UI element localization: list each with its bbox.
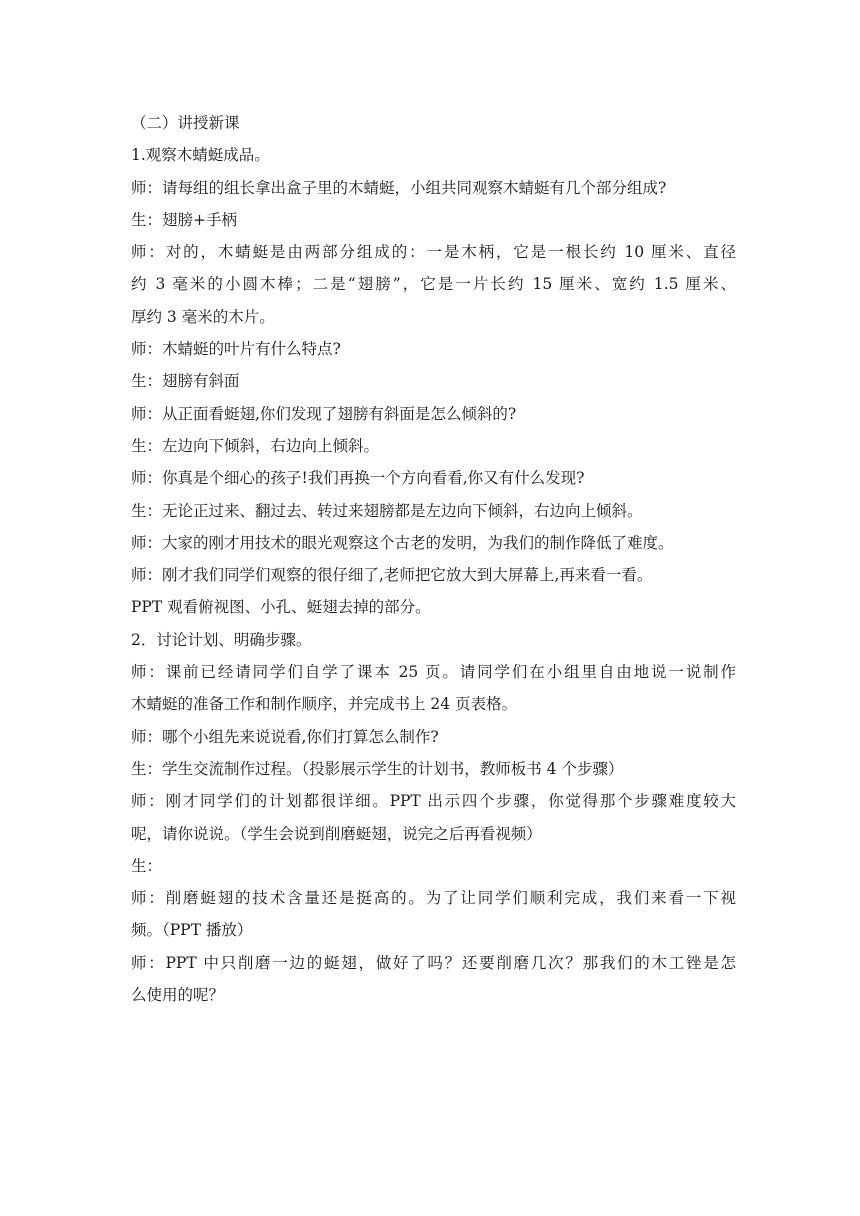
- text-line: 师：哪个小组先来说说看,你们打算怎么制作?: [131, 727, 439, 746]
- text-line: 师：从正面看蜓翅,你们发现了翅膀有斜面是怎么倾斜的?: [131, 404, 517, 423]
- text-line: 厚约 3 毫米的木片。: [131, 307, 275, 326]
- text-line: 生：翅膀+手柄: [131, 210, 237, 229]
- text-line: 约 3 毫米的小圆木棒；二是“翅膀”，它是一片长约 15 厘米、宽约 1.5 厘米、: [131, 275, 736, 294]
- text-line: 师：木蜻蜓的叶片有什么特点?: [131, 340, 341, 359]
- document-body: [131, 107, 736, 1011]
- text-line: 师：请每组的组长拿出盒子里的木蜻蜓，小组共同观察木蜻蜓有几个部分组成?: [131, 178, 667, 197]
- text-line: 呢，请你说说。（学生会说到削磨蜓翅，说完之后再看视频）: [131, 824, 542, 843]
- text-line: 师：刚才同学们的计划都很详细。PPT 出示四个步骤，你觉得那个步骤难度较大: [131, 792, 736, 811]
- text-line: 生：左边向下倾斜，右边向上倾斜。: [131, 436, 380, 455]
- text-line: PPT 观看俯视图、小孔、蜓翅去掉的部分。: [131, 598, 431, 617]
- text-line: 师：对的，木蜻蜓是由两部分组成的：一是木柄，它是一根长约 10 厘米、直径: [131, 243, 736, 262]
- text-line: 生：学生交流制作过程。（投影展示学生的计划书，教师板书 4 个步骤）: [131, 759, 624, 778]
- text-line: 师：刚才我们同学们观察的很仔细了,老师把它放大到大屏幕上,再来看一看。: [131, 566, 653, 585]
- text-line: 生：无论正过来、翻过去、转过来翅膀都是左边向下倾斜，右边向上倾斜。: [131, 501, 643, 520]
- subsection-heading: 1.观察木蜻蜓成品。: [131, 146, 270, 165]
- text-line: 师：PPT 中只削磨一边的蜓翅，做好了吗？还要削磨几次？那我们的木工锉是怎: [131, 953, 736, 972]
- text-line: 生：: [131, 856, 163, 875]
- text-line: 生：翅膀有斜面: [131, 372, 240, 391]
- text-line: 师：削磨蜓翅的技术含量还是挺高的。为了让同学们顺利完成，我们来看一下视: [131, 889, 736, 908]
- subsection-heading: 2．讨论计划、明确步骤。: [131, 630, 312, 649]
- text-line: 师：大家的刚才用技术的眼光观察这个古老的发明，为我们的制作降低了难度。: [131, 533, 674, 552]
- section-heading: （二）讲授新课: [131, 114, 240, 132]
- text-line: 么使用的呢？: [131, 986, 225, 1005]
- text-line: 频。（PPT 播放）: [131, 921, 253, 940]
- text-line: 师：你真是个细心的孩子!我们再换一个方向看看,你又有什么发现?: [131, 469, 585, 488]
- text-line: 师：课前已经请同学们自学了课本 25 页。请同学们在小组里自由地说一说制作: [131, 663, 736, 682]
- text-line: 木蜻蜓的准备工作和制作顺序，并完成书上 24 页表格。: [131, 695, 518, 714]
